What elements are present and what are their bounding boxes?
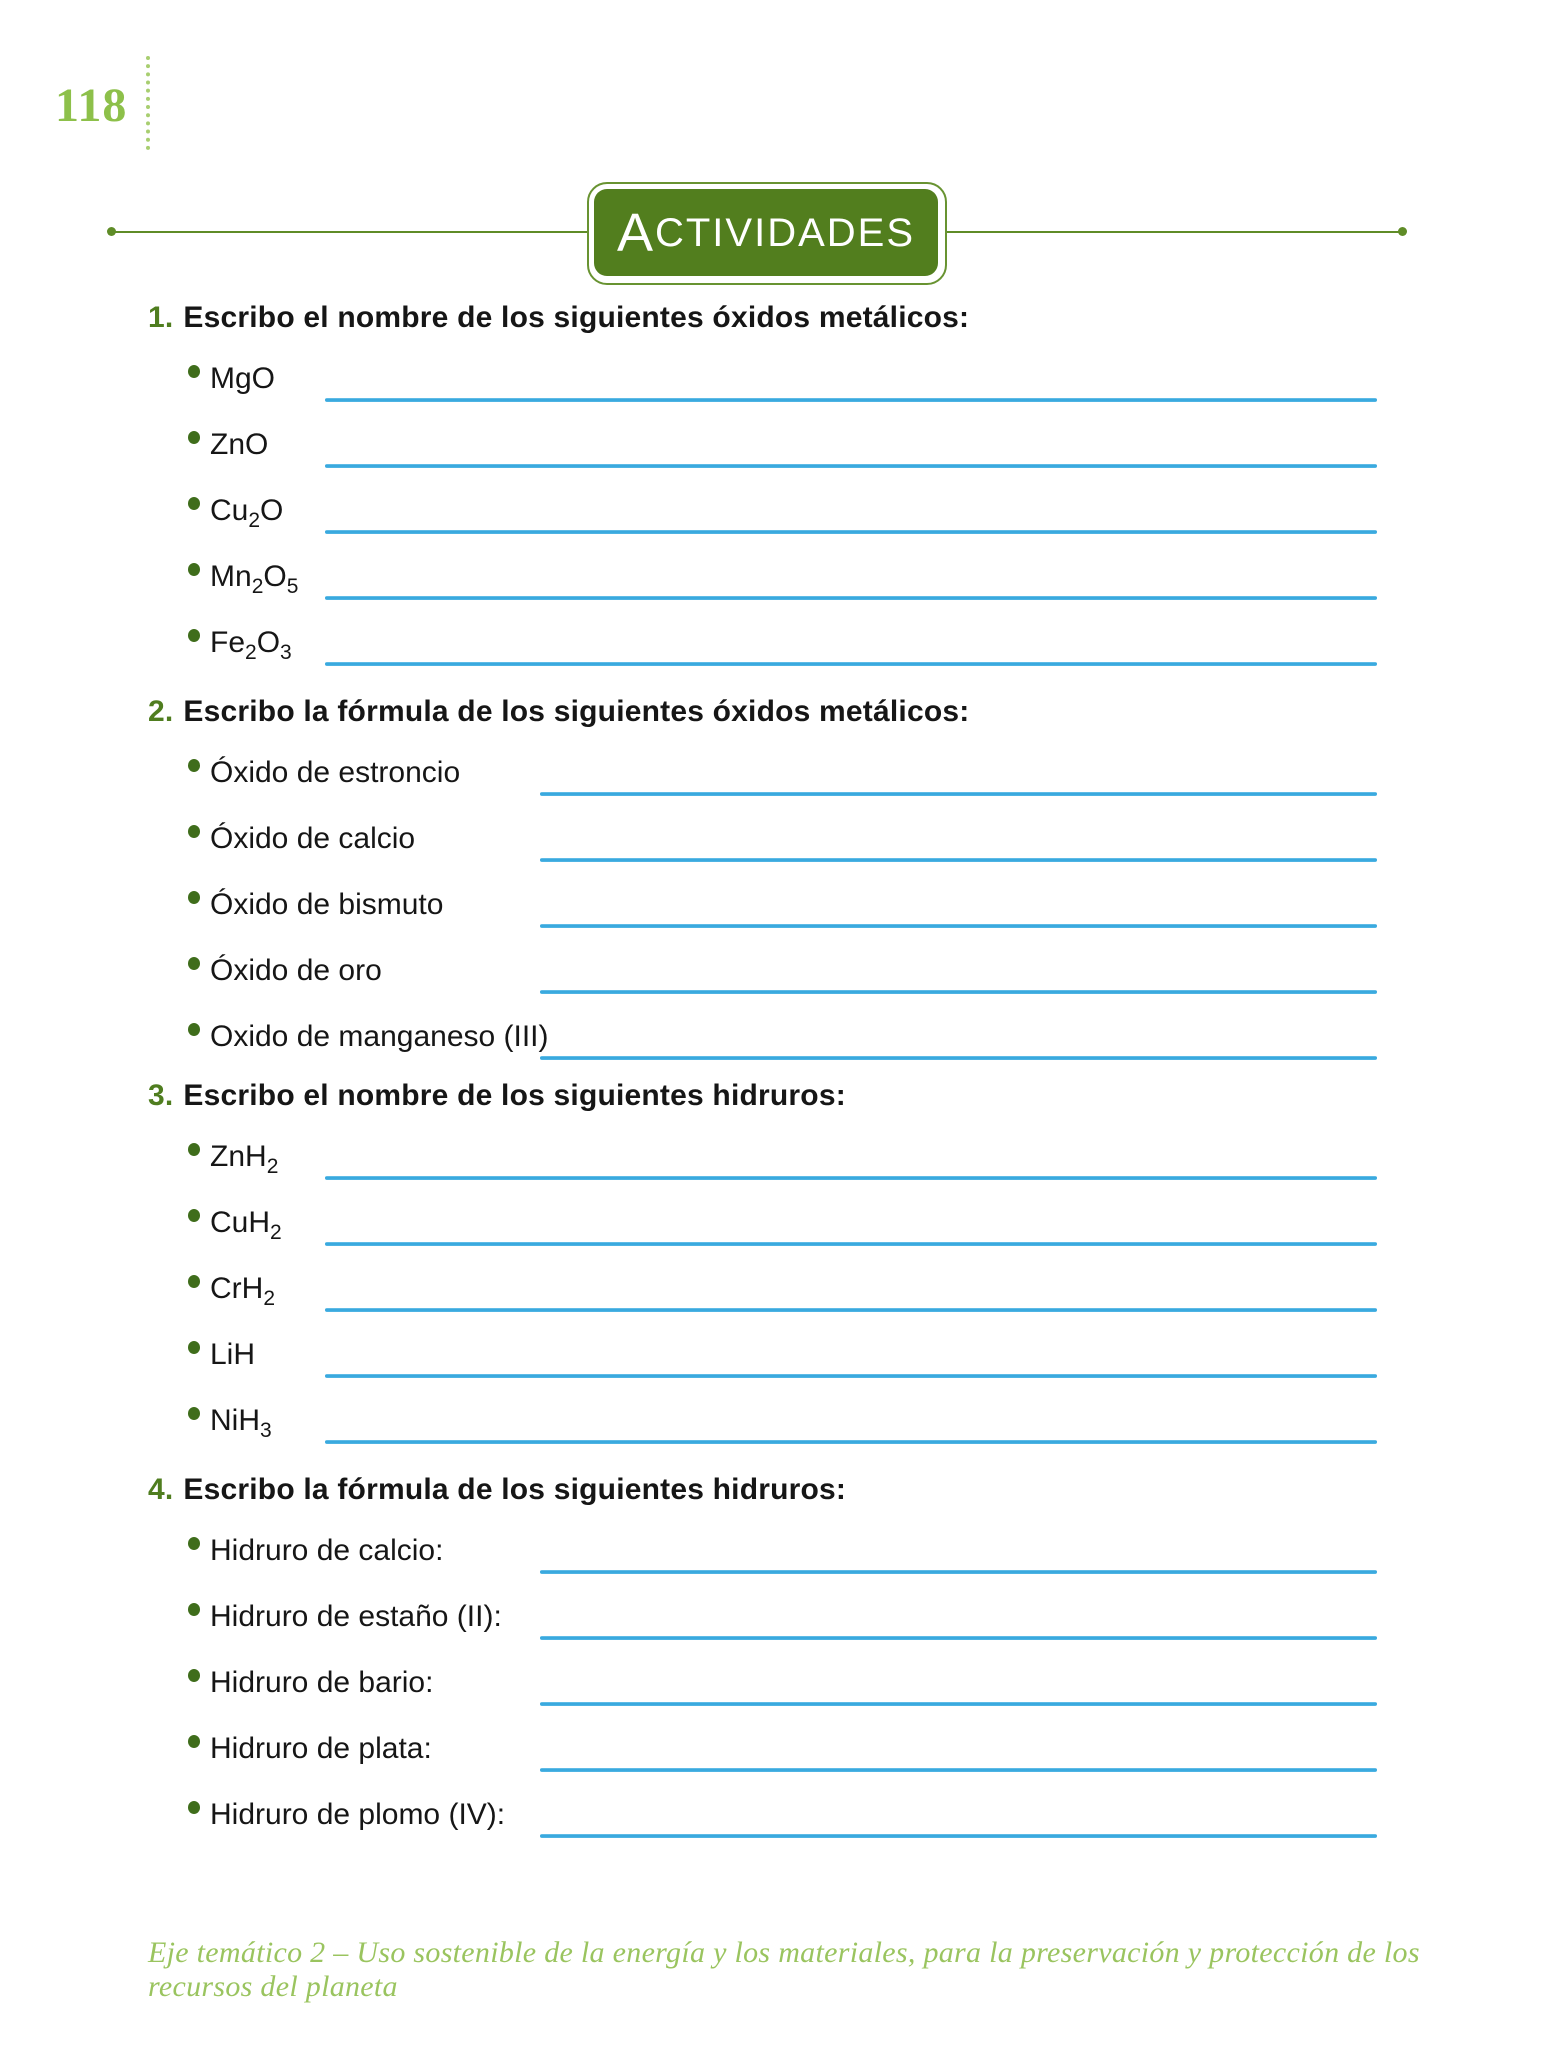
activity-items: [0, 730, 1564, 1060]
list-item: [0, 928, 1564, 994]
activity-header: [0, 694, 1564, 730]
item-label: Óxido de oro: [210, 954, 382, 987]
list-item: [0, 402, 1564, 468]
bullet-icon: [188, 1669, 200, 1682]
list-item: [0, 796, 1564, 862]
list-item: [0, 1114, 1564, 1180]
item-label: $Cu_2O$: [210, 494, 284, 532]
activity-title: Escribo la fórmula de los siguientes hidruros:: [183, 1473, 847, 1506]
bullet-icon: [188, 563, 200, 576]
list-item: [0, 1312, 1564, 1378]
item-label: Óxido de estroncio: [210, 756, 461, 789]
bullet-icon: [188, 1537, 200, 1550]
activity-items: [0, 1114, 1564, 1444]
activity-header: [0, 1472, 1564, 1508]
bullet-icon: [188, 1603, 200, 1616]
activity: [0, 300, 1564, 666]
list-item: [0, 1180, 1564, 1246]
item-label: Hidruro de bario:: [210, 1666, 434, 1699]
list-item: [0, 336, 1564, 402]
activity-number: 4.: [148, 1473, 174, 1506]
item-label: LiH: [210, 1338, 256, 1371]
item-label: ZnH$_2$: [210, 1140, 279, 1178]
activities-badge-label-cap: A: [616, 202, 655, 263]
list-item: [0, 730, 1564, 796]
item-label: Hidruro de plomo (IV):: [210, 1798, 506, 1831]
item-label: CuH$_2$: [210, 1206, 282, 1244]
activities-badge: [587, 182, 947, 285]
item-label: Hidruro de estaño (II):: [210, 1600, 502, 1633]
activity: [0, 1078, 1564, 1444]
activities-badge-inner: [594, 189, 938, 276]
activity-items: [0, 1508, 1564, 1838]
list-item: [0, 468, 1564, 534]
activity-title: Escribo el nombre de los siguientes óxidos metálicos:: [183, 301, 970, 334]
activity-header: [0, 300, 1564, 336]
bullet-icon: [188, 431, 200, 444]
footer-text: Eje temático 2 – Uso sostenible de la energía y los materiales, para la preservación y protección de los recursos del planeta: [148, 1936, 1420, 2003]
list-item: [0, 1574, 1564, 1640]
bullet-icon: [188, 759, 200, 772]
item-label: NiH$_3$: [210, 1404, 272, 1442]
answer-line: [325, 1440, 1377, 1444]
item-label: CrH$_2$: [210, 1272, 276, 1310]
item-label: Óxido de calcio: [210, 822, 416, 855]
list-item: [0, 1772, 1564, 1838]
bullet-icon: [188, 1341, 200, 1354]
bullet-icon: [188, 629, 200, 642]
bullet-icon: [188, 891, 200, 904]
activity-title: Escribo el nombre de los siguientes hidruros:: [183, 1079, 846, 1112]
activity: [0, 1472, 1564, 1838]
bullet-icon: [188, 1801, 200, 1814]
activity-number: 2.: [148, 695, 174, 728]
activity-items: [0, 336, 1564, 666]
bullet-icon: [188, 1023, 200, 1036]
list-item: [0, 994, 1564, 1060]
bullet-icon: [188, 497, 200, 510]
activities: [0, 300, 1564, 1838]
answer-line: [325, 662, 1377, 666]
activity-number: 3.: [148, 1079, 174, 1112]
bullet-icon: [188, 1143, 200, 1156]
list-item: [0, 862, 1564, 928]
item-label: Oxido de manganeso (III): [210, 1020, 549, 1053]
rule-end-dot-left: [107, 227, 116, 236]
activity-header: [0, 1078, 1564, 1114]
list-item: [0, 1706, 1564, 1772]
bullet-icon: [188, 365, 200, 378]
item-label: $Fe_2O_3$: [210, 626, 292, 664]
answer-line: [540, 1056, 1377, 1060]
list-item: [0, 600, 1564, 666]
dotted-divider: [146, 56, 150, 150]
item-label: Hidruro de calcio:: [210, 1534, 444, 1567]
item-label: ZnO: [210, 428, 269, 461]
list-item: [0, 534, 1564, 600]
list-item: [0, 1508, 1564, 1574]
list-item: [0, 1378, 1564, 1444]
bullet-icon: [188, 825, 200, 838]
rule-end-dot-right: [1398, 227, 1407, 236]
bullet-icon: [188, 1735, 200, 1748]
list-item: [0, 1640, 1564, 1706]
activity: [0, 694, 1564, 1060]
list-item: [0, 1246, 1564, 1312]
answer-line: [540, 1834, 1377, 1838]
bullet-icon: [188, 1209, 200, 1222]
item-label: Hidruro de plata:: [210, 1732, 432, 1765]
item-label: $Mn_2O_5$: [210, 560, 299, 598]
activity-title: Escribo la fórmula de los siguientes óxidos metálicos:: [183, 695, 970, 728]
bullet-icon: [188, 957, 200, 970]
item-label: MgO: [210, 362, 276, 395]
item-label: Óxido de bismuto: [210, 888, 444, 921]
activity-number: 1.: [148, 301, 174, 334]
activities-badge-label: CTIVIDADES: [654, 210, 916, 255]
page-number: 118: [55, 79, 128, 132]
bullet-icon: [188, 1275, 200, 1288]
bullet-icon: [188, 1407, 200, 1420]
